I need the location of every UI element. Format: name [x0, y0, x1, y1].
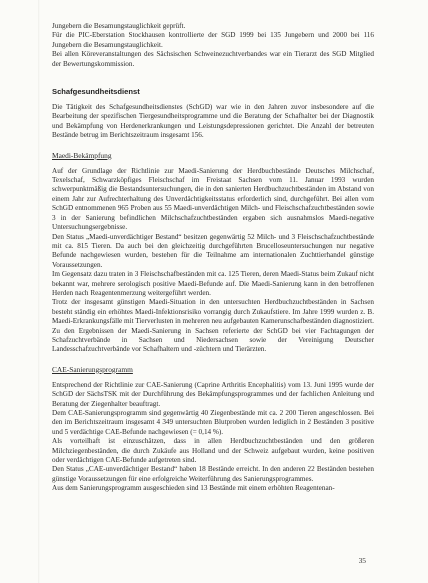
maedi-paragraph: Im Gegensatz dazu traten in 3 Fleischschafbeständen mit ca. 125 Tieren, deren Maedi-Status beim Zukauf nicht bekannt war, mehrere serologisch positive Maedi-Befunde auf. Die Maedi-Sanierung kann in den betroffenen Herden nach Reagentenmerzung weitergeführt werden. — [52, 270, 374, 297]
maedi-paragraph: Zu den Ergebnissen der Maedi-Sanierung in Sachsen referierte der SchGD bei vier Fachtagungen der Schafzuchtverbände in Sachsen und Niedersachsen sowie der Vereinigung Deutscher Landesschafzuchtverbände vor Schafhaltern und -züchtern und Tierärzten. — [52, 326, 374, 354]
intro-paragraph: Jungebern die Besamungstauglichkeit geprüft. — [52, 22, 186, 30]
section-intro-paragraph: Die Tätigkeit des Schafgesundheitsdienstes (SchGD) war wie in den Jahren zuvor insbesondere auf die Bearbeitung der spezifischen Tiergesundheitsprogramme und die Beratung der Schafhalter bei der Diagnostik und Bekämpfung von Herdenerkrankungen und Leistungsdepressionen gerichtet. Die Anzahl der betreuten Bestände betrug im Berichtszeitraum insgesamt 156. — [52, 103, 374, 140]
cae-paragraph: Entsprechend der Richtlinie zur CAE-Sanierung (Caprine Arthritis Encephalitis) vom 13. Juni 1995 wurde der SchGD der SächsTSK mit der Durchführung des Bekämpfungsprogrammes und der fachlichen Anleitung und Beratung der Ziegenhalter beauftragt. — [52, 380, 374, 408]
cae-paragraph: Als vorteilhaft ist einzuschätzen, dass in allen Herdbuchzuchtbeständen und den größeren Milchziegenbeständen, die durch Zukäufe aus Holland und der Schweiz aufgebaut wurden, keine positiven oder verdächtigen CAE-Befunde aufgetreten sind. — [52, 437, 374, 465]
cae-paragraph: Dem CAE-Sanierungsprogramm sind gegenwärtig 40 Ziegenbestände mit ca. 2 200 Tieren angeschlossen. Bei den im Berichtszeitraum insgesamt 4 349 untersuchten Blutproben wurden lediglich in 2 Beständen 3 positive und 5 verdächtige CAE-Befunde nachgewiesen (= 0,14 %). — [52, 409, 374, 436]
cae-paragraph: Aus dem Sanierungsprogramm ausgeschieden sind 13 Bestände mit einem erhöhten Reagentenan- — [52, 484, 335, 493]
cae-heading: CAE-Sanierungsprogramm — [52, 364, 133, 374]
section-title: Schafgesundheitsdienst — [52, 87, 140, 97]
page-content — [52, 22, 374, 494]
page-number: 35 — [358, 555, 366, 565]
intro-paragraph: Für die PIC-Eberstation Stockhausen kontrollierte der SGD 1999 bei 135 Jungebern und 2000 bei 116 Jungebern die Besamungstauglichkeit. — [52, 31, 374, 49]
maedi-paragraph: Trotz der insgesamt günstigen Maedi-Situation in den untersuchten Herdbuchzuchtbeständen in Sachsen besteht ständig ein erhöhtes Maedi-Infektionsrisiko vorrangig durch Zukaufstiere. Im Jahre 1999 wurden z. B. Maedi-Erkrankungsfälle mit Tierverlusten in mehreren neu aufgebauten Kamerunschafbeständen diagnostiziert. — [52, 298, 374, 326]
maedi-paragraph: Den Status „Maedi-unverdächtiger Bestand“ besitzen gegenwärtig 52 Milch- und 3 Fleischschafzuchtbestände mit ca. 815 Tieren. Da auch bei den gleichzeitig durchgeführten Brucelloseuntersuchungen nur negative Befunde nachgewiesen wurden, bestehen für die Teilnahme am internationalen Zuchttierhandel günstige Voraussetzungen. — [52, 232, 374, 269]
maedi-heading: Maedi-Bekämpfung — [52, 150, 112, 160]
intro-paragraph: Bei allen Köreveranstaltungen des Sächsischen Schweinezuchtverbandes war ein Tierarzt des SGD Mitglied der Bewertungskommission. — [52, 50, 374, 68]
page-fold-shadow — [38, 0, 40, 583]
cae-paragraph: Den Status „CAE-unverdächtiger Bestand“ haben 18 Bestände erreicht. In den anderen 22 Beständen bestehen günstige Voraussetzungen für eine erfolgreiche Weiterführung des Sanierungsprogrammes. — [52, 465, 374, 483]
maedi-paragraph: Auf der Grundlage der Richtlinie zur Maedi-Sanierung der Herdbuchbestände Deutsches Milchschaf, Texelschaf, Schwarzköpfiges Fleischschaf im Freistaat Sachsen vom 11. Januar 1993 wurden schwerpunktmäßig die Bestandsuntersuchungen, die in den sanierten Herdbuchzuchtbeständen im Abstand von einem Jahr zur Aufrechterhaltung des Unverdächtigkeitsstatus erforderlich sind, durchgeführt. Bei allen vom SchGD entnommenen 965 Proben aus 55 Maedi-unverdächtigen Milch- und Fleischschafzuchtbeständen sowie 3 in der Sanierung befindlichen Milchschafzuchtbeständen ergaben sich ausnahmslos Maedi-negative Untersuchungsergebnisse. — [52, 166, 374, 232]
